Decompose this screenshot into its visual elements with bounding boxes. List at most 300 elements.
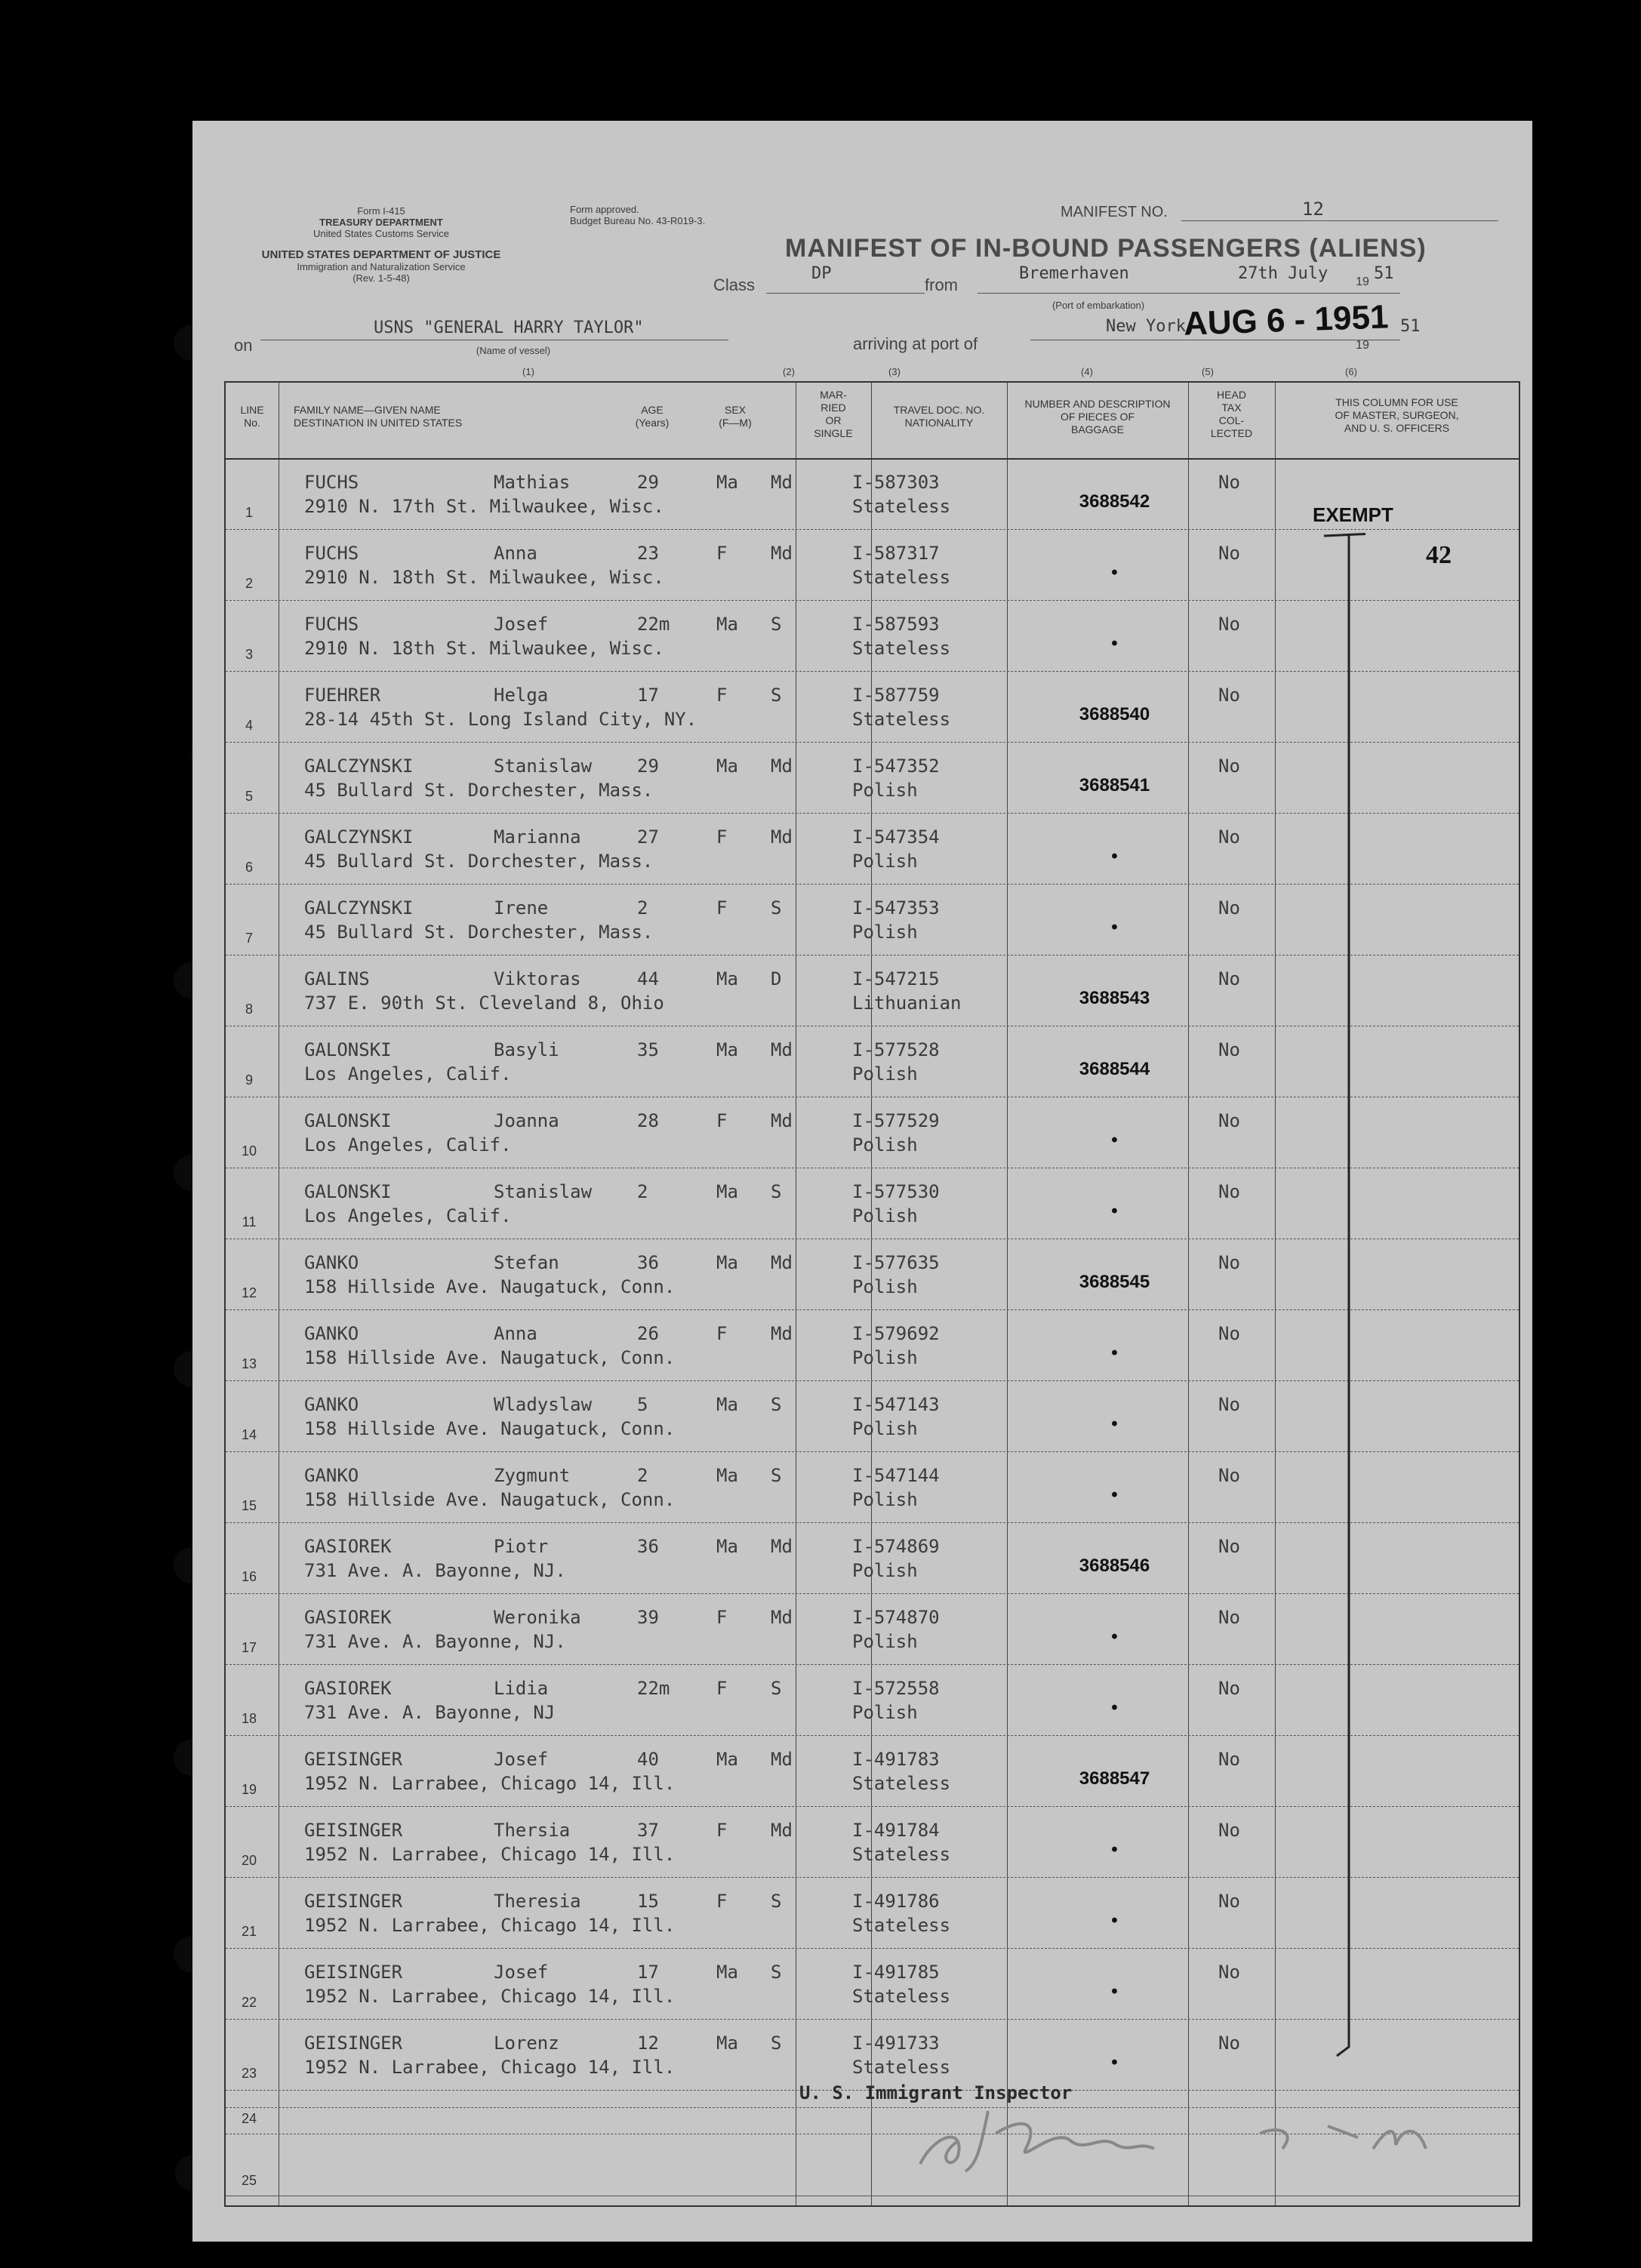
- family-name: GALONSKI: [304, 1110, 392, 1131]
- marital-status: S: [771, 1394, 782, 1415]
- age: 2: [637, 1181, 648, 1202]
- travel-doc-no: I-577528: [852, 1039, 940, 1060]
- nationality: Polish: [852, 1276, 918, 1297]
- age: 29: [637, 755, 659, 777]
- family-name: GALINS: [304, 968, 370, 989]
- age: 23: [637, 543, 659, 564]
- destination: 158 Hillside Ave. Naugatuck, Conn.: [304, 1276, 676, 1297]
- line-number: 8: [245, 1002, 253, 1017]
- family-name: GANKO: [304, 1323, 359, 1344]
- age: 27: [637, 826, 659, 848]
- form-approved: Form approved.: [570, 204, 639, 215]
- nationality: Stateless: [852, 567, 951, 588]
- marital-status: S: [771, 2033, 782, 2054]
- marital-status: S: [771, 1891, 782, 1912]
- baggage-no: •: [1111, 1485, 1118, 1505]
- exempt-note: EXEMPT: [1313, 503, 1393, 526]
- given-name: Helga: [494, 685, 549, 706]
- destination: 1952 N. Larrabee, Chicago 14, Ill.: [304, 1773, 676, 1794]
- nationality: Stateless: [852, 638, 951, 659]
- nationality: Polish: [852, 1631, 918, 1652]
- head-tax: No: [1218, 1536, 1240, 1557]
- sex: Ma: [716, 1962, 738, 1983]
- sex: Ma: [716, 1465, 738, 1486]
- baggage-no: •: [1111, 1130, 1118, 1150]
- line-number: 14: [241, 1427, 257, 1442]
- manifest-no-line: [1181, 220, 1498, 221]
- sex: F: [716, 1678, 728, 1699]
- travel-doc-no: I-547353: [852, 897, 940, 919]
- given-name: Josef: [494, 614, 549, 635]
- line-number: 23: [241, 2066, 257, 2081]
- travel-doc-no: I-572558: [852, 1678, 940, 1699]
- marital-status: Md: [771, 1252, 793, 1273]
- marital-status: D: [771, 968, 782, 989]
- col-header-doc: TRAVEL DOC. NO. NATIONALITY: [893, 404, 985, 429]
- destination: 45 Bullard St. Dorchester, Mass.: [304, 922, 654, 943]
- age: 2: [637, 897, 648, 919]
- col-header-officers: THIS COLUMN FOR USE OF MASTER, SURGEON, AND U. S. OFFICERS: [1335, 396, 1459, 434]
- age: 12: [637, 2033, 659, 2054]
- given-name: Stanislaw: [494, 1181, 593, 1202]
- travel-doc-no: I-547354: [852, 826, 940, 848]
- sex: Ma: [716, 1749, 738, 1770]
- from-line: [978, 293, 1400, 294]
- given-name: Stanislaw: [494, 755, 593, 777]
- given-name: Weronika: [494, 1607, 581, 1628]
- line-number: 10: [241, 1143, 257, 1159]
- head-tax: No: [1218, 826, 1240, 848]
- family-name: GANKO: [304, 1394, 359, 1415]
- form-number: Form I-415: [357, 205, 405, 217]
- age: 35: [637, 1039, 659, 1060]
- line-number: 6: [245, 860, 253, 875]
- head-tax: No: [1218, 1181, 1240, 1202]
- col-header-line: LINE No.: [240, 404, 264, 429]
- destination: 2910 N. 18th St. Milwaukee, Wisc.: [304, 638, 664, 659]
- sex: F: [716, 1323, 728, 1344]
- travel-doc-no: I-491783: [852, 1749, 940, 1770]
- age: 22m: [637, 1678, 670, 1699]
- family-name: GALONSKI: [304, 1039, 392, 1060]
- age: 15: [637, 1891, 659, 1912]
- head-tax: No: [1218, 1962, 1240, 1983]
- head-tax: No: [1218, 1323, 1240, 1344]
- baggage-no: 3688544: [1079, 1059, 1150, 1079]
- on-label: on: [234, 336, 253, 355]
- baggage-no: 3688545: [1079, 1272, 1150, 1292]
- baggage-no: 3688542: [1079, 491, 1150, 512]
- family-name: FUCHS: [304, 614, 359, 635]
- family-name: GALCZYNSKI: [304, 826, 414, 848]
- marital-status: Md: [771, 1323, 793, 1344]
- sex: F: [716, 543, 728, 564]
- manifest-no-value: 12: [1302, 198, 1324, 220]
- baggage-no: 3688543: [1079, 988, 1150, 1008]
- baggage-no: •: [1111, 2052, 1118, 2073]
- marital-status: Md: [771, 472, 793, 493]
- family-name: GASIOREK: [304, 1607, 392, 1628]
- age: 36: [637, 1536, 659, 1557]
- given-name: Josef: [494, 1962, 549, 1983]
- ins-service: Immigration and Naturalization Service: [297, 261, 466, 272]
- baggage-no: •: [1111, 1414, 1118, 1434]
- given-name: Piotr: [494, 1536, 549, 1557]
- marital-status: S: [771, 1678, 782, 1699]
- line-number: 7: [245, 931, 253, 946]
- destination: 1952 N. Larrabee, Chicago 14, Ill.: [304, 1844, 676, 1865]
- nationality: Lithuanian: [852, 992, 962, 1014]
- depart-year-prefix: 19: [1356, 275, 1369, 288]
- form-revision: (Rev. 1-5-48): [353, 272, 410, 284]
- travel-doc-no: I-574869: [852, 1536, 940, 1557]
- col-marker: (5): [1202, 366, 1214, 377]
- manifest-no-label: MANIFEST NO.: [1061, 204, 1168, 220]
- baggage-no: •: [1111, 562, 1118, 583]
- class-line: [766, 293, 925, 294]
- depart-date: 27th July: [1238, 264, 1329, 283]
- vessel-name-label: (Name of vessel): [476, 345, 551, 356]
- family-name: GANKO: [304, 1465, 359, 1486]
- marital-status: Md: [771, 1820, 793, 1841]
- family-name: GALCZYNSKI: [304, 755, 414, 777]
- marital-status: S: [771, 897, 782, 919]
- family-name: GASIOREK: [304, 1536, 392, 1557]
- travel-doc-no: I-587303: [852, 472, 940, 493]
- destination: Los Angeles, Calif.: [304, 1134, 512, 1156]
- travel-doc-no: I-577635: [852, 1252, 940, 1273]
- baggage-no: 3688546: [1079, 1556, 1150, 1576]
- destination: 45 Bullard St. Dorchester, Mass.: [304, 851, 654, 872]
- col-marker: (6): [1345, 366, 1357, 377]
- marital-status: Md: [771, 826, 793, 848]
- manifest-page: [192, 121, 1532, 2242]
- given-name: Zygmunt: [494, 1465, 571, 1486]
- line-number: 13: [241, 1356, 257, 1371]
- given-name: Anna: [494, 543, 537, 564]
- destination: 158 Hillside Ave. Naugatuck, Conn.: [304, 1347, 676, 1368]
- age: 29: [637, 472, 659, 493]
- line-number: 21: [241, 1924, 257, 1939]
- line-number: 22: [241, 1995, 257, 2010]
- family-name: GEISINGER: [304, 1891, 403, 1912]
- destination: 1952 N. Larrabee, Chicago 14, Ill.: [304, 1915, 676, 1936]
- baggage-no: •: [1111, 1697, 1118, 1718]
- given-name: Mathias: [494, 472, 571, 493]
- age: 37: [637, 1820, 659, 1841]
- family-name: GEISINGER: [304, 1749, 403, 1770]
- sex: Ma: [716, 472, 738, 493]
- arrive-year: 51: [1400, 317, 1421, 336]
- line-number: 12: [241, 1285, 257, 1300]
- destination: 731 Ave. A. Bayonne, NJ.: [304, 1560, 566, 1581]
- sex: F: [716, 1891, 728, 1912]
- nationality: Polish: [852, 1063, 918, 1085]
- line-number: 24: [241, 2111, 257, 2126]
- line-number: 18: [241, 1711, 257, 1726]
- head-tax: No: [1218, 2033, 1240, 2054]
- family-name: GEISINGER: [304, 1820, 403, 1841]
- arriving-label: arriving at port of: [853, 334, 978, 353]
- baggage-no: 3688540: [1079, 704, 1150, 725]
- marital-status: Md: [771, 1607, 793, 1628]
- travel-doc-no: I-491785: [852, 1962, 940, 1983]
- marital-status: S: [771, 1962, 782, 1983]
- sex: Ma: [716, 968, 738, 989]
- col-header-tax: HEAD TAX COL- LECTED: [1210, 389, 1253, 439]
- travel-doc-no: I-547352: [852, 755, 940, 777]
- given-name: Theresia: [494, 1891, 581, 1912]
- nationality: Polish: [852, 1702, 918, 1723]
- age: 17: [637, 1962, 659, 1983]
- destination: 731 Ave. A. Bayonne, NJ.: [304, 1631, 566, 1652]
- head-tax: No: [1218, 1465, 1240, 1486]
- col-header-baggage: NUMBER AND DESCRIPTION OF PIECES OF BAGGAGE: [1024, 398, 1171, 435]
- age: 17: [637, 685, 659, 706]
- family-name: GALCZYNSKI: [304, 897, 414, 919]
- marital-status: S: [771, 1181, 782, 1202]
- destination: 28-14 45th St. Long Island City, NY.: [304, 709, 697, 730]
- destination: 158 Hillside Ave. Naugatuck, Conn.: [304, 1489, 676, 1510]
- destination: 1952 N. Larrabee, Chicago 14, Ill.: [304, 2057, 676, 2078]
- line-number: 4: [245, 718, 253, 733]
- given-name: Lorenz: [494, 2033, 559, 2054]
- family-name: GANKO: [304, 1252, 359, 1273]
- nationality: Stateless: [852, 709, 951, 730]
- line-number: 20: [241, 1853, 257, 1868]
- given-name: Lidia: [494, 1678, 549, 1699]
- sex: F: [716, 897, 728, 919]
- given-name: Viktoras: [494, 968, 581, 989]
- family-name: GEISINGER: [304, 1962, 403, 1983]
- age: 5: [637, 1394, 648, 1415]
- travel-doc-no: I-491786: [852, 1891, 940, 1912]
- head-tax: No: [1218, 472, 1240, 493]
- officer-count: 42: [1426, 541, 1452, 569]
- marital-status: Md: [771, 1536, 793, 1557]
- col-marker: (2): [783, 366, 795, 377]
- baggage-no: •: [1111, 1910, 1118, 1931]
- age: 44: [637, 968, 659, 989]
- head-tax: No: [1218, 755, 1240, 777]
- destination: 731 Ave. A. Bayonne, NJ: [304, 1702, 556, 1723]
- age: 40: [637, 1749, 659, 1770]
- travel-doc-no: I-491733: [852, 2033, 940, 2054]
- given-name: Basyli: [494, 1039, 559, 1060]
- family-name: GASIOREK: [304, 1678, 392, 1699]
- travel-doc-no: I-587759: [852, 685, 940, 706]
- line-number: 11: [242, 1214, 257, 1229]
- marital-status: Md: [771, 1749, 793, 1770]
- sex: Ma: [716, 1181, 738, 1202]
- baggage-no: •: [1111, 846, 1118, 866]
- head-tax: No: [1218, 1820, 1240, 1841]
- nationality: Stateless: [852, 1915, 951, 1936]
- marital-status: S: [771, 685, 782, 706]
- given-name: Wladyslaw: [494, 1394, 593, 1415]
- passenger-table: [224, 381, 1520, 2207]
- line-number: 17: [241, 1640, 257, 1655]
- head-tax: No: [1218, 1039, 1240, 1060]
- sex: Ma: [716, 755, 738, 777]
- sex: F: [716, 685, 728, 706]
- justice-dept: UNITED STATES DEPARTMENT OF JUSTICE: [261, 248, 501, 261]
- sex: Ma: [716, 2033, 738, 2054]
- nationality: Polish: [852, 1347, 918, 1368]
- line-number: 9: [245, 1072, 253, 1088]
- arrive-year-prefix: 19: [1356, 339, 1369, 352]
- travel-doc-no: I-579692: [852, 1323, 940, 1344]
- sex: F: [716, 1110, 728, 1131]
- marital-status: Md: [771, 543, 793, 564]
- head-tax: No: [1218, 543, 1240, 564]
- destination: 1952 N. Larrabee, Chicago 14, Ill.: [304, 1986, 676, 2007]
- nationality: Polish: [852, 1489, 918, 1510]
- baggage-no: •: [1111, 1626, 1118, 1647]
- nationality: Polish: [852, 1205, 918, 1226]
- nationality: Stateless: [852, 1844, 951, 1865]
- port-embark-label: (Port of embarkation): [1051, 300, 1145, 311]
- baggage-no: •: [1111, 1343, 1118, 1363]
- nationality: Polish: [852, 1418, 918, 1439]
- baggage-no: 3688547: [1079, 1768, 1150, 1789]
- travel-doc-no: I-577530: [852, 1181, 940, 1202]
- vessel-name: USNS "GENERAL HARRY TAYLOR": [374, 319, 644, 337]
- marital-status: S: [771, 614, 782, 635]
- given-name: Anna: [494, 1323, 537, 1344]
- treasury-dept: TREASURY DEPARTMENT: [319, 217, 443, 228]
- given-name: Josef: [494, 1749, 549, 1770]
- depart-year: 51: [1374, 264, 1394, 283]
- family-name: FUCHS: [304, 543, 359, 564]
- class-value: DP: [811, 264, 832, 283]
- given-name: Joanna: [494, 1110, 559, 1131]
- col-header-sex: SEX (F—M): [719, 404, 752, 429]
- sex: Ma: [716, 1039, 738, 1060]
- line-number: 16: [241, 1569, 257, 1584]
- baggage-no: •: [1111, 917, 1118, 937]
- destination: 2910 N. 18th St. Milwaukee, Wisc.: [304, 567, 664, 588]
- manifest-title: MANIFEST OF IN-BOUND PASSENGERS (ALIENS): [785, 234, 1427, 263]
- line-number: 2: [245, 576, 253, 591]
- baggage-no: 3688541: [1079, 775, 1150, 795]
- baggage-no: •: [1111, 1981, 1118, 2002]
- age: 26: [637, 1323, 659, 1344]
- destination: Los Angeles, Calif.: [304, 1063, 512, 1085]
- age: 22m: [637, 614, 670, 635]
- nationality: Polish: [852, 1134, 918, 1156]
- given-name: Thersia: [494, 1820, 571, 1841]
- nationality: Polish: [852, 780, 918, 801]
- travel-doc-no: I-547143: [852, 1394, 940, 1415]
- line-number: 19: [241, 1782, 257, 1797]
- nationality: Polish: [852, 851, 918, 872]
- family-name: FUCHS: [304, 472, 359, 493]
- head-tax: No: [1218, 1749, 1240, 1770]
- from-label: from: [925, 275, 958, 294]
- arrival-port: New York,: [1106, 317, 1196, 336]
- col-header-marital: MAR- RIED OR SINGLE: [814, 389, 853, 439]
- given-name: Stefan: [494, 1252, 559, 1273]
- sex: Ma: [716, 1394, 738, 1415]
- head-tax: No: [1218, 1678, 1240, 1699]
- family-name: GEISINGER: [304, 2033, 403, 2054]
- destination: Los Angeles, Calif.: [304, 1205, 512, 1226]
- nationality: Stateless: [852, 1773, 951, 1794]
- nationality: Stateless: [852, 1986, 951, 2007]
- line-number: 5: [245, 789, 253, 804]
- travel-doc-no: I-587593: [852, 614, 940, 635]
- officer-bracket-line: [1320, 530, 1365, 2062]
- col-header-age: AGE (Years): [635, 404, 670, 429]
- head-tax: No: [1218, 1110, 1240, 1131]
- head-tax: No: [1218, 614, 1240, 635]
- destination: 2910 N. 17th St. Milwaukee, Wisc.: [304, 496, 664, 517]
- nationality: Polish: [852, 922, 918, 943]
- nationality: Stateless: [852, 2057, 951, 2078]
- sex: F: [716, 826, 728, 848]
- line-number: 25: [241, 2173, 257, 2188]
- col-marker: (3): [888, 366, 901, 377]
- family-name: FUEHRER: [304, 685, 381, 706]
- head-tax: No: [1218, 897, 1240, 919]
- baggage-no: •: [1111, 633, 1118, 654]
- head-tax: No: [1218, 1607, 1240, 1628]
- sex: Ma: [716, 1536, 738, 1557]
- travel-doc-no: I-491784: [852, 1820, 940, 1841]
- head-tax: No: [1218, 1891, 1240, 1912]
- destination: 737 E. 90th St. Cleveland 8, Ohio: [304, 992, 664, 1014]
- sex: Ma: [716, 1252, 738, 1273]
- nationality: Stateless: [852, 496, 951, 517]
- marital-status: Md: [771, 755, 793, 777]
- arrival-date-stamp: AUG 6 - 1951: [1183, 298, 1390, 343]
- budget-bureau: Budget Bureau No. 43-R019-3.: [570, 215, 706, 226]
- travel-doc-no: I-547144: [852, 1465, 940, 1486]
- given-name: Marianna: [494, 826, 581, 848]
- destination: 158 Hillside Ave. Naugatuck, Conn.: [304, 1418, 676, 1439]
- head-tax: No: [1218, 1394, 1240, 1415]
- age: 39: [637, 1607, 659, 1628]
- travel-doc-no: I-587317: [852, 543, 940, 564]
- age: 36: [637, 1252, 659, 1273]
- line-number: 1: [245, 505, 253, 520]
- head-tax: No: [1218, 685, 1240, 706]
- travel-doc-no: I-574870: [852, 1607, 940, 1628]
- nationality: Polish: [852, 1560, 918, 1581]
- line-number: 15: [241, 1498, 257, 1513]
- customs-service: United States Customs Service: [313, 228, 449, 239]
- col-marker: (1): [522, 366, 534, 377]
- age: 28: [637, 1110, 659, 1131]
- inspector-label: U. S. Immigrant Inspector: [799, 2082, 1073, 2103]
- given-name: Irene: [494, 897, 549, 919]
- destination: 45 Bullard St. Dorchester, Mass.: [304, 780, 654, 801]
- from-value: Bremerhaven: [1019, 264, 1129, 283]
- sex: Ma: [716, 614, 738, 635]
- age: 2: [637, 1465, 648, 1486]
- head-tax: No: [1218, 968, 1240, 989]
- travel-doc-no: I-547215: [852, 968, 940, 989]
- class-label: Class: [713, 275, 756, 294]
- marital-status: Md: [771, 1039, 793, 1060]
- line-number: 3: [245, 647, 253, 662]
- sex: F: [716, 1820, 728, 1841]
- col-header-name: FAMILY NAME—GIVEN NAME DESTINATION IN UNITED STATES: [294, 404, 463, 429]
- marital-status: S: [771, 1465, 782, 1486]
- col-marker: (4): [1081, 366, 1093, 377]
- inspector-signature: [905, 2081, 1449, 2179]
